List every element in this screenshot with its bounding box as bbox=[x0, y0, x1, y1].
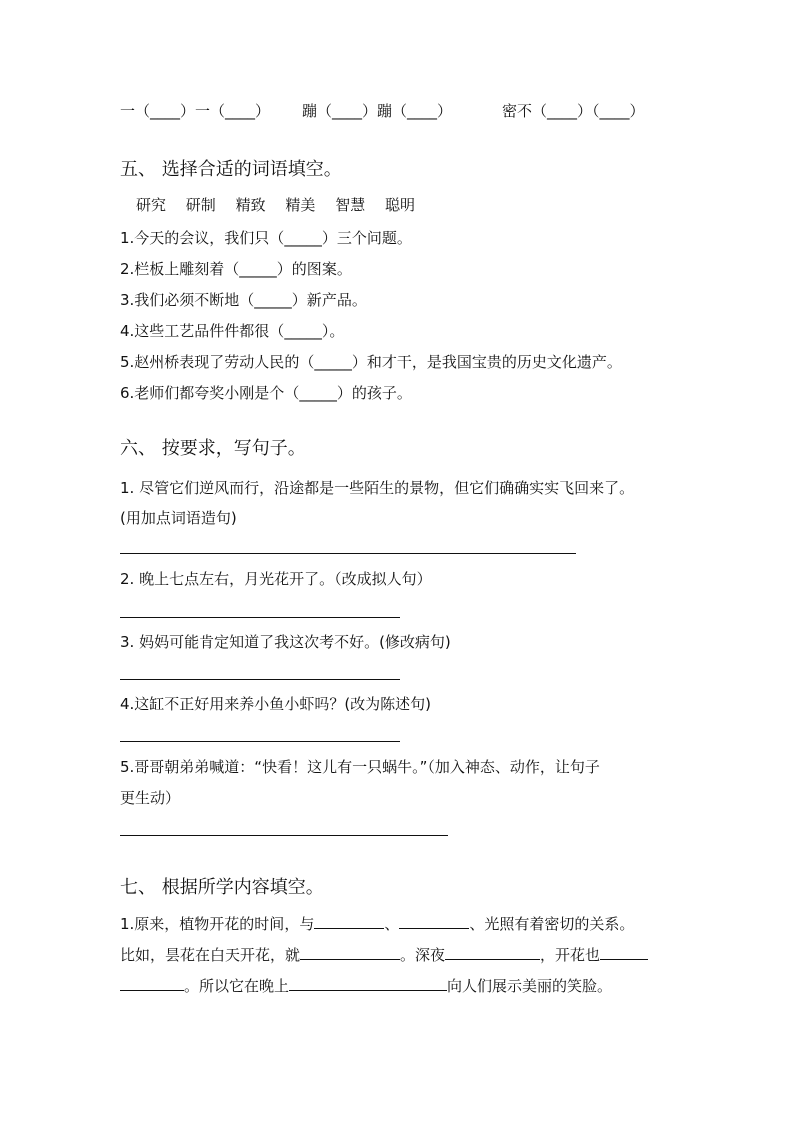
section7-text: 比如，昙花在白天开花，就 bbox=[120, 946, 301, 964]
section7-text: 1.原来，植物开花的时间，与 bbox=[120, 915, 315, 933]
word-bank-item: 研究 bbox=[136, 196, 167, 214]
section6-q2: 2. 晚上七点左右，月光花开了。（改成拟人句） bbox=[120, 570, 432, 588]
fill-blank[interactable] bbox=[289, 976, 447, 991]
word-bank-item: 精致 bbox=[235, 196, 266, 214]
section7-title: 七、 根据所学内容填空。 bbox=[120, 877, 324, 898]
answer-line[interactable] bbox=[120, 553, 576, 554]
top-row-item-3: 密不（____）（____） bbox=[502, 102, 645, 120]
word-bank-item: 智慧 bbox=[335, 196, 366, 214]
section5-item-3: 3.我们必须不断地（_____）新产品。 bbox=[120, 291, 367, 309]
fill-blank[interactable] bbox=[600, 945, 648, 960]
section5-item-1: 1.今天的会议，我们只（_____）三个问题。 bbox=[120, 229, 412, 247]
section6-q1-line2: (用加点词语造句) bbox=[120, 509, 237, 527]
top-row-item-1: 一（____）一（____） bbox=[120, 102, 271, 120]
word-bank-item: 精美 bbox=[285, 196, 316, 214]
fill-blank[interactable] bbox=[399, 914, 469, 929]
section7-line1 bbox=[120, 914, 634, 934]
section7-line2 bbox=[120, 945, 648, 965]
fill-blank[interactable] bbox=[314, 914, 384, 929]
section7-text: ，开花也 bbox=[540, 946, 601, 964]
section6-q5-line2: 更生动） bbox=[120, 789, 181, 807]
section6-title: 六、 按要求，写句子。 bbox=[120, 438, 306, 459]
section5-title: 五、 选择合适的词语填空。 bbox=[120, 159, 342, 180]
section7-text: 、光照有着密切的关系。 bbox=[469, 915, 635, 933]
word-bank bbox=[136, 195, 415, 215]
answer-line[interactable] bbox=[120, 617, 400, 618]
answer-line[interactable] bbox=[120, 679, 400, 680]
word-bank-item: 研制 bbox=[185, 196, 216, 214]
fill-blank[interactable] bbox=[300, 945, 400, 960]
section5-item-6: 6.老师们都夸奖小刚是个（_____）的孩子。 bbox=[120, 384, 412, 402]
word-bank-item: 聪明 bbox=[384, 196, 415, 214]
section7-text: 向人们展示美丽的笑脸。 bbox=[447, 977, 613, 995]
section6-q3: 3. 妈妈可能肯定知道了我这次考不好。(修改病句) bbox=[120, 633, 451, 651]
fill-blank[interactable] bbox=[445, 945, 540, 960]
section7-text: 、 bbox=[384, 915, 400, 933]
fill-blank[interactable] bbox=[120, 976, 184, 991]
section6-q4: 4.这缸不正好用来养小鱼小虾吗？(改为陈述句) bbox=[120, 695, 432, 713]
section5-item-5: 5.赵州桥表现了劳动人民的（_____）和才干，是我国宝贵的历史文化遗产。 bbox=[120, 353, 622, 371]
section5-item-2: 2.栏板上雕刻着（_____）的图案。 bbox=[120, 260, 352, 278]
top-row-item-2: 蹦（____）蹦（____） bbox=[302, 102, 453, 120]
section7-line3 bbox=[120, 976, 612, 996]
answer-line[interactable] bbox=[120, 835, 448, 836]
section7-text: 。所以它在晚上 bbox=[184, 977, 290, 995]
section6-q1-line1: 1. 尽管它们逆风而行，沿途都是一些陌生的景物，但它们确确实实飞回来了。 bbox=[120, 479, 635, 497]
answer-line[interactable] bbox=[120, 741, 400, 742]
section6-q5-line1: 5.哥哥朝弟弟喊道：“快看！这儿有一只蜗牛。”（加入神态、动作，让句子 bbox=[120, 758, 600, 776]
section5-item-4: 4.这些工艺品件件都很（_____）。 bbox=[120, 322, 345, 340]
section7-text: 。深夜 bbox=[400, 946, 446, 964]
